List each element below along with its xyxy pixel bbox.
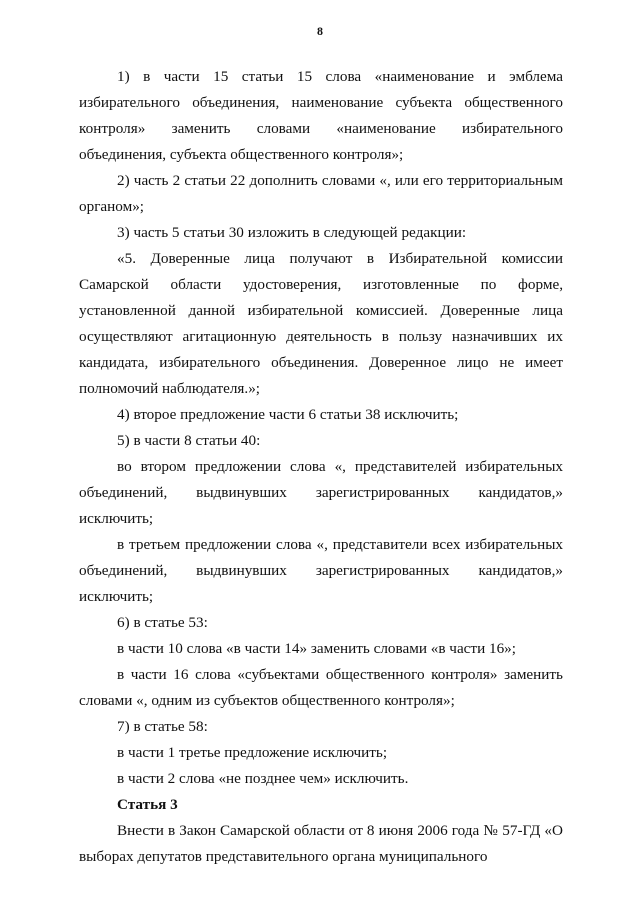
paragraph-4: «5. Доверенные лица получают в Избирательной комиссии Самарской области удостоверения, изготовленные по форме, установленной данной избирательной комиссией. Доверенные лица осуществляют агитационную деятельность в пользу назначивших их кандидата, избирательного объединения. Доверенное лицо не имеет полномочий наблюдателя.»; xyxy=(79,250,563,397)
paragraph-11: в части 16 слова «субъектами общественного контроля» заменить словами «, одним из субъектов общественного контроля»; xyxy=(79,666,563,709)
paragraph-1: 1) в части 15 статьи 15 слова «наименование и эмблема избирательного объединения, наименование субъекта общественного контроля» заменить словами «наименование избирательного объединения, субъекта общественного контроля»; xyxy=(79,68,563,163)
paragraph-8: в третьем предложении слова «, представители всех избирательных объединений, выдвинувших зарегистрированных кандидатов,» исключить; xyxy=(79,536,563,605)
paragraph-12: 7) в статье 58: xyxy=(117,718,208,735)
paragraph-13: в части 1 третье предложение исключить; xyxy=(117,744,388,761)
article-heading: Статья 3 xyxy=(117,796,178,813)
paragraph-2: 2) часть 2 статьи 22 дополнить словами «, или его территориальным органом»; xyxy=(79,172,563,215)
paragraph-3: 3) часть 5 статьи 30 изложить в следующей редакции: xyxy=(117,224,467,241)
paragraph-15: Внести в Закон Самарской области от 8 июня 2006 года № 57-ГД «О выборах депутатов представительного органа муниципального xyxy=(79,822,563,865)
paragraph-14: в части 2 слова «не позднее чем» исключить. xyxy=(117,770,409,787)
document-body xyxy=(79,64,563,870)
paragraph-7: во втором предложении слова «, представителей избирательных объединений, выдвинувших зарегистрированных кандидатов,» исключить; xyxy=(79,458,563,527)
paragraph-5: 4) второе предложение части 6 статьи 38 исключить; xyxy=(117,406,459,423)
page-number: 8 xyxy=(317,24,323,38)
paragraph-10: в части 10 слова «в части 14» заменить словами «в части 16»; xyxy=(117,640,516,657)
paragraph-9: 6) в статье 53: xyxy=(117,614,208,631)
paragraph-6: 5) в части 8 статьи 40: xyxy=(117,432,261,449)
